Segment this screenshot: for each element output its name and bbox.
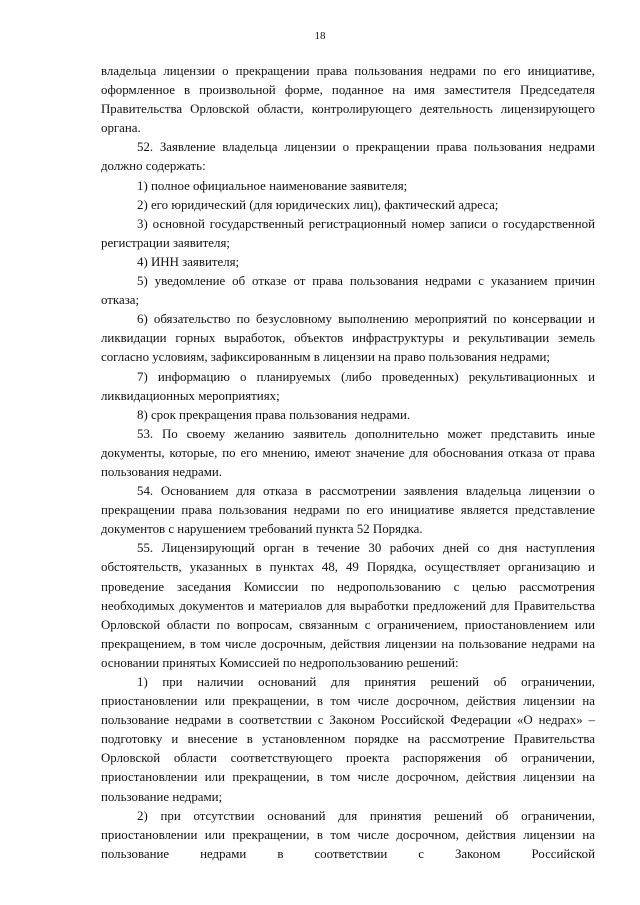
paragraph-55: 55. Лицензирующий орган в течение 30 рабочих дней со дня наступления обстоятельств, указанных в пунктах 48, 49 Порядка, осуществляет организацию и проведение заседания Комиссии по недропользованию с целью рассмотрения необходимых документов и материалов для выработки предложений для Правительства Орловской области по вопросам, связанным с ограничением, приостановлением или прекращением, в том числе досрочным, действия лицензии на пользование недрами на основании принятых Комиссией по недропользованию решений: xyxy=(101,541,595,670)
paragraph-54: 54. Основанием для отказа в рассмотрении заявления владельца лицензии о прекращении права пользования недрами по его инициативе является представление документов с нарушением требований пункта 52 Порядка. xyxy=(101,484,595,537)
paragraph-52-item-3: 3) основной государственный регистрационный номер записи о государственной регистрации заявителя; xyxy=(101,216,595,250)
paragraph-52-item-5: 5) уведомление об отказе от права пользования недрами с указанием причин отказа; xyxy=(101,274,595,308)
paragraph-53: 53. По своему желанию заявитель дополнительно может представить иные документы, которые, по его мнению, имеют значение для обоснования отказа от права пользования недрами. xyxy=(101,426,595,479)
page-number: 18 xyxy=(314,30,326,42)
paragraph-55-item-1: 1) при наличии оснований для принятия решений об ограничении, приостановлении или прекращении, в том числе досрочном, действия лицензии на пользование недрами в соответствии с Законом Российской Федерации «О недрах» – подготовку и внесение в установленном порядке на рассмотрение Правительства Орловской области соответствующего проекта распоряжения об ограничении, приостановлении или прекращении, в том числе досрочном, действия лицензии на пользование недрами; xyxy=(101,675,595,804)
paragraph-continuation: владельца лицензии о прекращении права пользования недрами по его инициативе, оформленное в произвольной форме, поданное на имя заместителя Председателя Правительства Орловской области, контролирующего деятельность лицензирующего органа. xyxy=(101,64,595,136)
document-body xyxy=(101,62,595,864)
paragraph-52-item-8: 8) срок прекращения права пользования недрами. xyxy=(137,407,411,422)
paragraph-52-item-2: 2) его юридический (для юридических лиц), фактический адреса; xyxy=(137,197,499,212)
paragraph-52-item-7: 7) информацию о планируемых (либо проведенных) рекультивационных и ликвидационных мероприятиях; xyxy=(101,369,595,403)
paragraph-52-item-6: 6) обязательство по безусловному выполнению мероприятий по консервации и ликвидации горных выработок, объектов инфраструктуры и рекультивации земель согласно условиям, зафиксированным в лицензии на право пользования недрами; xyxy=(101,312,595,365)
paragraph-55-item-2: 2) при отсутствии оснований для принятия решений об ограничении, приостановлении или прекращении, в том числе досрочном, действия лицензии на пользование недрами в соответствии с Законом Российской xyxy=(101,808,595,861)
paragraph-52-item-1: 1) полное официальное наименование заявителя; xyxy=(137,178,408,193)
paragraph-52: 52. Заявление владельца лицензии о прекращении права пользования недрами должно содержать: xyxy=(101,140,595,174)
paragraph-52-item-4: 4) ИНН заявителя; xyxy=(137,254,240,269)
